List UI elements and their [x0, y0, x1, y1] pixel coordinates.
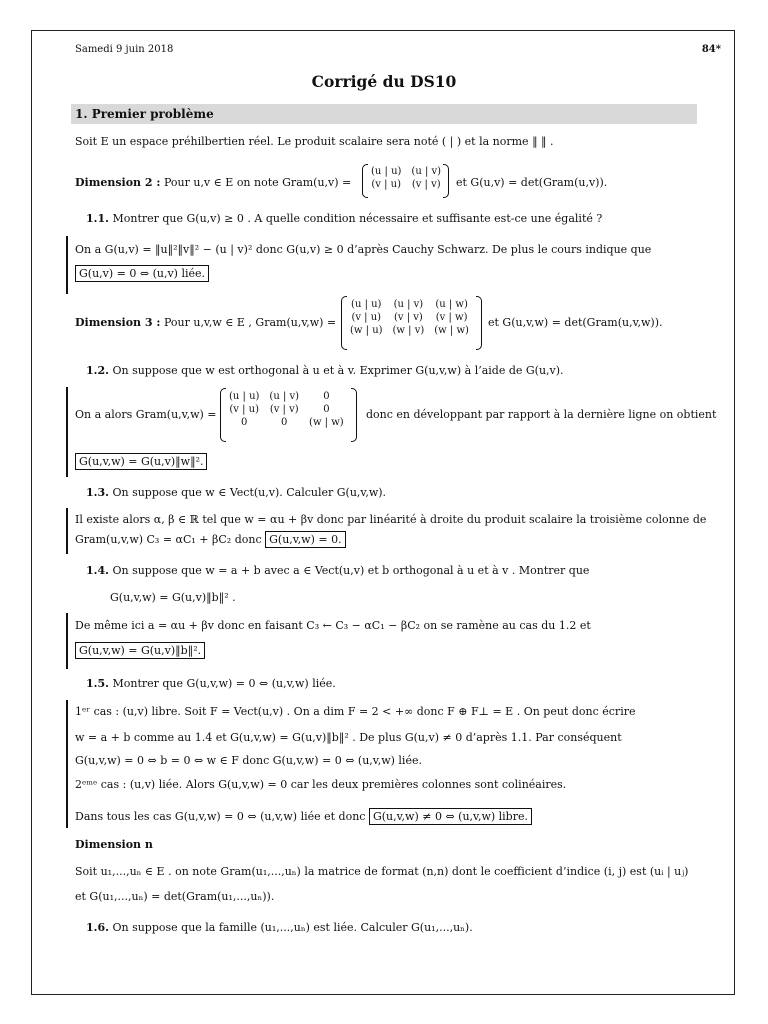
header-date: Samedi 9 juin 2018 [75, 44, 174, 55]
matrix-cell: 0 [241, 417, 248, 428]
section-heading: 1. Premier problème [71, 104, 697, 124]
dim3-matrix-right-paren [476, 296, 482, 350]
question-number: 1.5. [86, 677, 109, 690]
boxed-result: G(u,v,w) = G(u,v)‖w‖². [75, 453, 207, 470]
answer-1-3-line1: Il existe alors α, β ∈ ℝ tel que w = αu + βv donc par linéarité à droite du produit scalaire la troisième colonne de [75, 513, 707, 526]
boxed-result: G(u,v,w) = 0. [265, 531, 345, 548]
matrix-cell: (w | v) [392, 325, 425, 336]
question-number: 1.2. [86, 364, 109, 377]
question-number: 1.3. [86, 486, 109, 499]
question-text: On suppose que w est orthogonal à u et à v. Exprimer G(u,v,w) à l’aide de G(u,v). [112, 364, 564, 377]
matrix-cell: 0 [323, 391, 330, 402]
question-number: 1.1. [86, 212, 109, 225]
matrix-cell: (v | v) [411, 179, 441, 190]
boxed-result: G(u,v,w) ≠ 0 ⇔ (u,v,w) libre. [369, 808, 532, 825]
answer-text: Dans tous les cas G(u,v,w) = 0 ⇔ (u,v,w) liée et donc [75, 810, 366, 823]
matrix-cell: (w | w) [434, 325, 469, 336]
question-text: On suppose que w ∈ Vect(u,v). Calculer G(u,v,w). [112, 486, 387, 499]
matrix-cell: (u | v) [269, 391, 300, 402]
question-1-6 [86, 921, 473, 935]
dim2-label: Dimension 2 : [75, 176, 161, 189]
matrix-cell: (v | u) [371, 179, 402, 190]
answer-1-5-line4: 2ᵉᵐᵉ cas : (u,v) liée. Alors G(u,v,w) = 0 car les deux premières colonnes sont colinéaires. [75, 778, 567, 791]
matrix-cell: (w | w) [309, 417, 344, 428]
question-text: Montrer que G(u,v) ≥ 0 . A quelle condition nécessaire et suffisante est-ce une égalité ? [112, 212, 603, 225]
question-text: On suppose que la famille (u₁,...,uₙ) est liée. Calculer G(u₁,...,uₙ). [112, 921, 473, 934]
boxed-result: G(u,v) = 0 ⇔ (u,v) liée. [75, 265, 209, 282]
question-1-2 [86, 364, 564, 378]
answer-margin-bar [66, 387, 68, 477]
dimn-line2: et G(u₁,...,uₙ) = det(Gram(u₁,...,uₙ)). [75, 890, 275, 903]
dim3-text: Pour u,v,w ∈ E , Gram(u,v,w) = [163, 316, 337, 329]
question-1-5 [86, 677, 336, 691]
dim2-statement [75, 176, 351, 190]
answer-1-4-result [75, 644, 205, 658]
matrix-cell: (u | w) [435, 299, 468, 310]
matrix-cell: (u | u) [229, 391, 260, 402]
answer-1-1-result [75, 267, 209, 281]
answer-text: Gram(u,v,w) C₃ = αC₁ + βC₂ donc [75, 533, 262, 546]
matrix-cell: (u | v) [393, 299, 424, 310]
matrix-cell: 0 [323, 404, 330, 415]
dim2-matrix-right-paren [443, 164, 449, 198]
answer-1-2-lead: On a alors Gram(u,v,w) = [75, 408, 217, 421]
dim3-label: Dimension 3 : [75, 316, 161, 329]
dim3-statement [75, 316, 336, 330]
matrix-cell: (w | u) [350, 325, 383, 336]
dim3-after: et G(u,v,w) = det(Gram(u,v,w)). [488, 316, 663, 329]
matrix-cell: (u | u) [371, 166, 402, 177]
matrix-cell: (u | u) [351, 299, 382, 310]
matrix-cell: 0 [281, 417, 288, 428]
matrix-cell: (u | v) [411, 166, 442, 177]
answer-1-5-line5 [75, 810, 532, 824]
answer-margin-bar [66, 508, 68, 554]
answer-margin-bar [66, 236, 68, 294]
matrix-cell: (v | w) [435, 312, 468, 323]
dimn-heading: Dimension n [75, 838, 153, 851]
answer-1-5-line3: G(u,v,w) = 0 ⇔ b = 0 ⇔ w ∈ F donc G(u,v,w) = 0 ⇔ (u,v,w) liée. [75, 754, 422, 767]
a12-matrix-right-paren [351, 388, 357, 442]
answer-1-4-line1: De même ici a = αu + βv donc en faisant C₃ ← C₃ − αC₁ − βC₂ on se ramène au cas du 1.2 et [75, 619, 591, 632]
question-number: 1.6. [86, 921, 109, 934]
matrix-cell: (v | u) [229, 404, 260, 415]
answer-1-5-line2: w = a + b comme au 1.4 et G(u,v,w) = G(u,v)‖b‖² . De plus G(u,v) ≠ 0 d’après 1.1. Par conséquent [75, 731, 622, 744]
intro-text: Soit E un espace préhilbertien réel. Le produit scalaire sera noté ( | ) et la norme ‖ ‖ . [75, 135, 554, 148]
dim3-matrix [345, 298, 474, 337]
dimn-line1: Soit u₁,...,uₙ ∈ E . on note Gram(u₁,...,uₙ) la matrice de format (n,n) dont le coefficient d’indice (i, j) est (uᵢ | uⱼ) [75, 865, 689, 878]
boxed-result: G(u,v,w) = G(u,v)‖b‖². [75, 642, 205, 659]
question-1-4 [86, 564, 589, 578]
question-text: On suppose que w = a + b avec a ∈ Vect(u,v) et b orthogonal à u et à v . Montrer que [112, 564, 590, 577]
dim2-after: et G(u,v) = det(Gram(u,v)). [456, 176, 608, 189]
question-text: Montrer que G(u,v,w) = 0 ⇔ (u,v,w) liée. [112, 677, 336, 690]
question-number: 1.4. [86, 564, 109, 577]
question-1-1 [86, 212, 602, 226]
question-1-4-formula: G(u,v,w) = G(u,v)‖b‖² . [110, 591, 236, 604]
question-1-3 [86, 486, 386, 500]
answer-margin-bar [66, 700, 68, 828]
header-page-number: 84* [701, 44, 721, 55]
answer-1-3-line2 [75, 533, 346, 547]
answer-margin-bar [66, 613, 68, 669]
dim2-matrix [366, 165, 446, 191]
answer-1-1-line1: On a G(u,v) = ‖u‖²‖v‖² − (u | v)² donc G(u,v) ≥ 0 d’après Cauchy Schwarz. De plus le cours indique que [75, 243, 652, 256]
matrix-cell: (v | v) [393, 312, 423, 323]
answer-1-2-result [75, 455, 207, 469]
page-title: Corrigé du DS10 [311, 72, 457, 91]
answer-1-2-matrix [224, 390, 349, 429]
answer-1-2-after: donc en développant par rapport à la dernière ligne on obtient [366, 408, 717, 421]
matrix-cell: (v | v) [269, 404, 299, 415]
answer-1-5-line1: 1ᵉʳ cas : (u,v) libre. Soit F = Vect(u,v) . On a dim F = 2 < +∞ donc F ⊕ F⊥ = E . On peut donc écrire [75, 705, 636, 718]
matrix-cell: (v | u) [351, 312, 382, 323]
dim2-text: Pour u,v ∈ E on note Gram(u,v) = [163, 176, 352, 189]
